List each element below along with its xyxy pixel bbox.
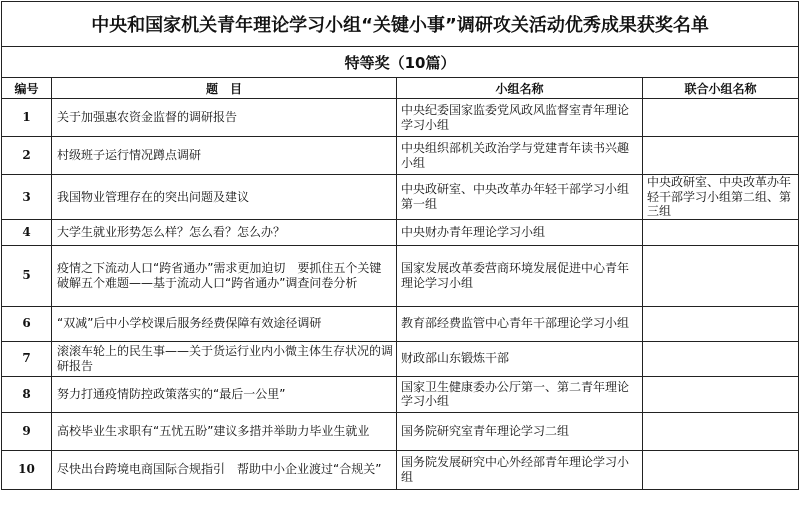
row-group-name: 中央政研室、中央改革办年轻干部学习小组第一组 [397, 175, 643, 220]
table-header-row [2, 78, 799, 99]
table-row [2, 245, 799, 306]
row-joint-group-name [643, 412, 799, 450]
row-group-name: 中央组织部机关政治学与党建青年读书兴趣小组 [397, 137, 643, 175]
row-topic: 大学生就业形势怎么样？怎么看？怎么办？ [52, 219, 397, 245]
award-level-heading: 特等奖（10篇） [2, 47, 799, 78]
row-joint-group-name [643, 450, 799, 489]
row-joint-group-name [643, 137, 799, 175]
row-topic: 关于加强惠农资金监督的调研报告 [52, 99, 397, 137]
row-number: 7 [2, 341, 52, 376]
table-row [2, 412, 799, 450]
row-number: 4 [2, 219, 52, 245]
row-number: 6 [2, 306, 52, 341]
table-body [2, 99, 799, 490]
table-row [2, 306, 799, 341]
row-number: 8 [2, 376, 52, 412]
table-row [2, 137, 799, 175]
table-row [2, 376, 799, 412]
row-number: 3 [2, 175, 52, 220]
row-topic: 滚滚车轮上的民生事——关于货运行业内小微主体生存状况的调研报告 [52, 341, 397, 376]
table-row [2, 99, 799, 137]
table-row [2, 450, 799, 489]
row-joint-group-name [643, 245, 799, 306]
row-group-name: 中央财办青年理论学习小组 [397, 219, 643, 245]
column-header-joint-group: 联合小组名称 [643, 78, 799, 99]
row-number: 1 [2, 99, 52, 137]
row-joint-group-name [643, 306, 799, 341]
row-group-name: 国务院发展研究中心外经部青年理论学习小组 [397, 450, 643, 489]
row-topic: 我国物业管理存在的突出问题及建议 [52, 175, 397, 220]
row-group-name: 国家卫生健康委办公厅第一、第二青年理论学习小组 [397, 376, 643, 412]
row-joint-group-name [643, 341, 799, 376]
row-group-name: 财政部山东锻炼干部 [397, 341, 643, 376]
column-header-group: 小组名称 [397, 78, 643, 99]
row-number: 10 [2, 450, 52, 489]
row-number: 2 [2, 137, 52, 175]
row-joint-group-name: 中央政研室、中央改革办年轻干部学习小组第二组、第三组 [643, 175, 799, 220]
row-group-name: 国务院研究室青年理论学习二组 [397, 412, 643, 450]
row-joint-group-name [643, 99, 799, 137]
row-topic: 努力打通疫情防控政策落实的“最后一公里” [52, 376, 397, 412]
column-header-topic: 题 目 [52, 78, 397, 99]
row-topic: 疫情之下流动人口“跨省通办”需求更加迫切 要抓住五个关键破解五个难题——基于流动人口“跨省通办”调查问卷分析 [52, 245, 397, 306]
row-number: 9 [2, 412, 52, 450]
row-topic: 尽快出台跨境电商国际合规指引 帮助中小企业渡过“合规关” [52, 450, 397, 489]
row-group-name: 国家发展改革委营商环境发展促进中心青年理论学习小组 [397, 245, 643, 306]
row-group-name: 中央纪委国家监委党风政风监督室青年理论学习小组 [397, 99, 643, 137]
award-table [1, 1, 799, 490]
table-row [2, 219, 799, 245]
table-row [2, 341, 799, 376]
row-joint-group-name [643, 219, 799, 245]
row-topic: “双减”后中小学校课后服务经费保障有效途径调研 [52, 306, 397, 341]
row-topic: 高校毕业生求职有“五忧五盼”建议多措并举助力毕业生就业 [52, 412, 397, 450]
row-topic: 村级班子运行情况蹲点调研 [52, 137, 397, 175]
row-group-name: 教育部经费监管中心青年干部理论学习小组 [397, 306, 643, 341]
table-row [2, 175, 799, 220]
column-header-number: 编号 [2, 78, 52, 99]
row-joint-group-name [643, 376, 799, 412]
document-title: 中央和国家机关青年理论学习小组“关键小事”调研攻关活动优秀成果获奖名单 [2, 2, 799, 47]
row-number: 5 [2, 245, 52, 306]
